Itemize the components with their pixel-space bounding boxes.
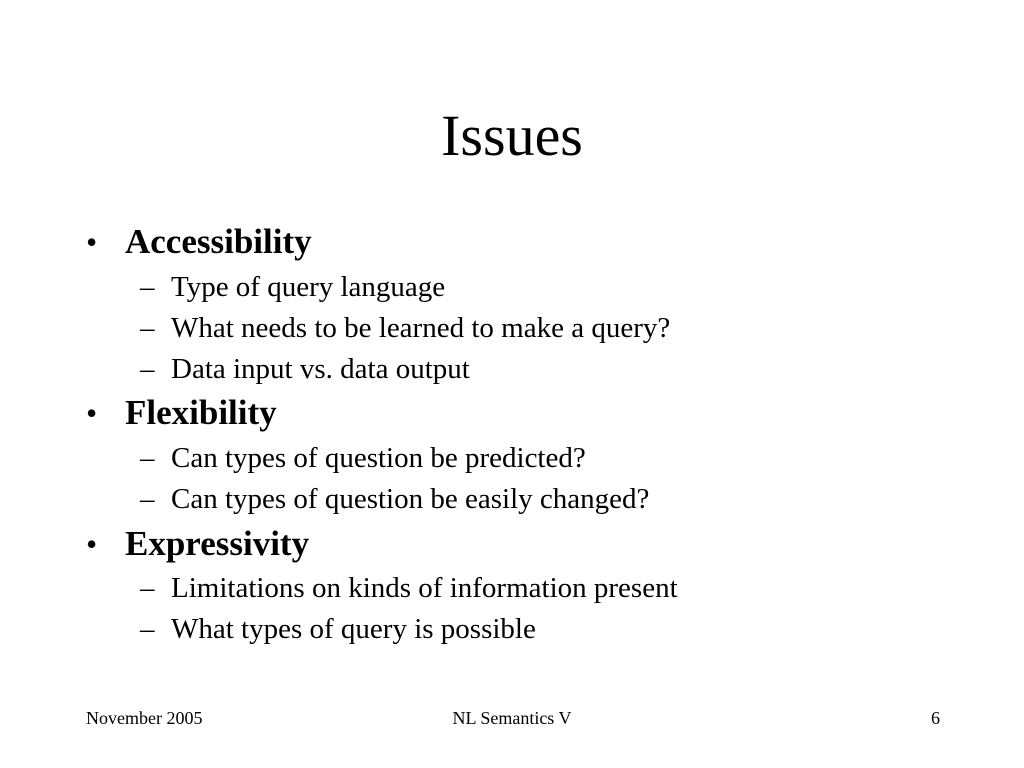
sub-item-text: Can types of question be easily changed? [171,483,650,515]
bullet-item-flexibility [0,393,1024,433]
sub-item [0,351,1024,387]
bullet-icon: • [86,395,98,431]
sub-item [0,269,1024,305]
sub-item [0,570,1024,606]
sub-item [0,440,1024,476]
bullet-item-expressivity [0,524,1024,564]
sub-item-text: What needs to be learned to make a query? [171,312,671,344]
sub-item-text: Limitations on kinds of information present [171,572,678,604]
sub-item [0,611,1024,647]
dash-icon: – [140,483,155,515]
sub-item-text: What types of query is possible [171,613,536,645]
slide-title: Issues [441,103,583,168]
footer-course: NL Semantics V [452,708,572,728]
sub-item [0,310,1024,346]
sub-item [0,481,1024,517]
footer-date: November 2005 [86,708,203,728]
sub-item-text: Type of query language [171,271,446,303]
bullet-item-accessibility [0,222,1024,262]
dash-icon: – [140,271,155,303]
bullet-label: Accessibility [125,222,312,261]
bullet-icon: • [86,224,98,260]
dash-icon: – [140,442,155,474]
dash-icon: – [140,312,155,344]
dash-icon: – [140,353,155,385]
sub-item-text: Data input vs. data output [171,353,470,385]
page-number: 6 [931,708,940,728]
sub-item-text: Can types of question be predicted? [171,442,586,474]
dash-icon: – [140,613,155,645]
bullet-label: Expressivity [125,524,310,563]
bullet-icon: • [86,526,98,562]
bullet-label: Flexibility [125,393,277,432]
dash-icon: – [140,572,155,604]
